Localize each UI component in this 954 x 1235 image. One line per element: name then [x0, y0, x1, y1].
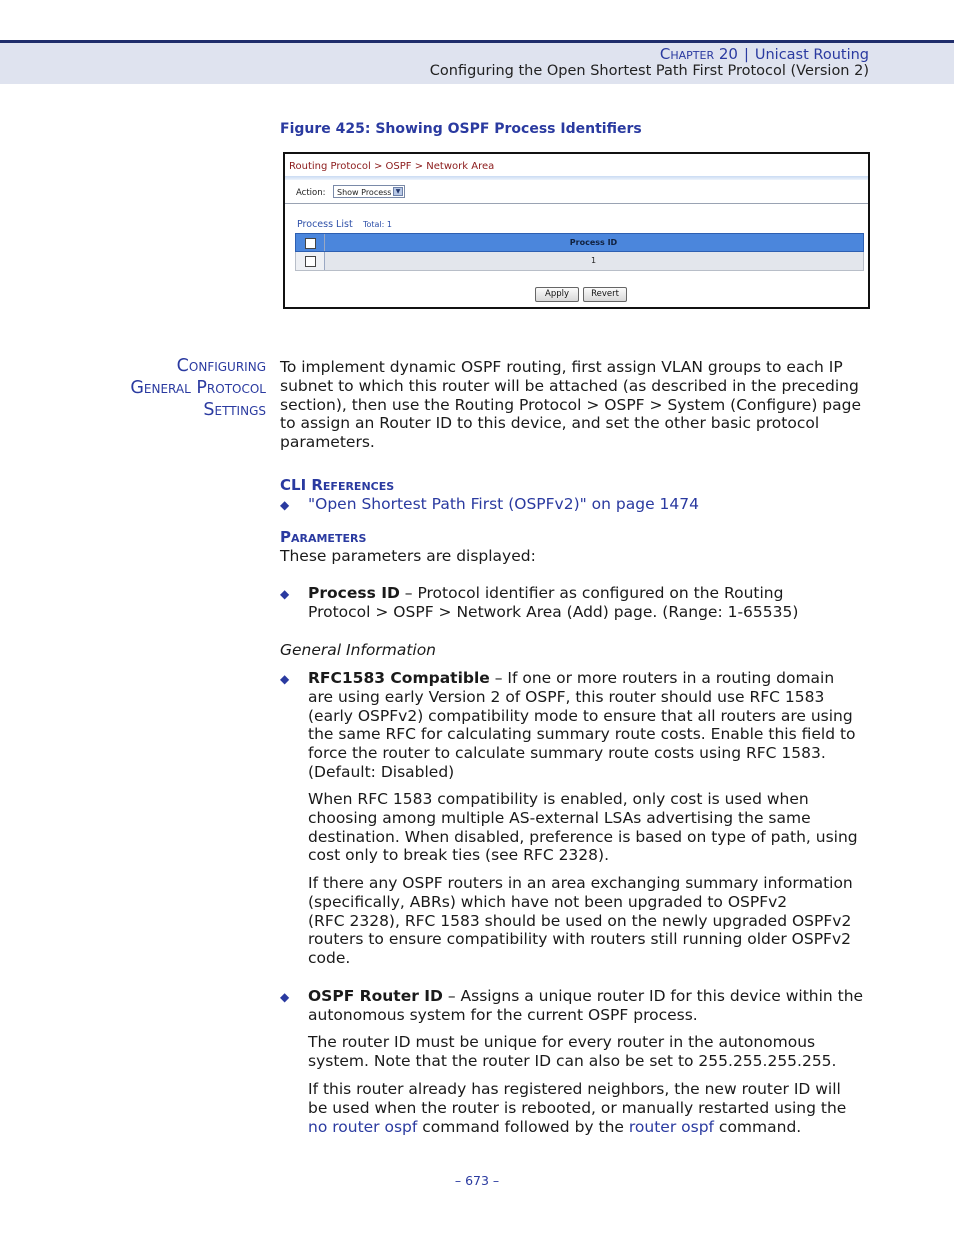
process-id-term: Process ID [308, 584, 400, 602]
diamond-bullet-icon: ◆ [280, 587, 290, 601]
router-id-item [308, 987, 863, 1025]
rfc1583-desc-line: are using early Version 2 of OSPF, this router should use RFC 1583 [308, 687, 825, 706]
process-id-desc: – Protocol identifier as configured on the Routing [399, 584, 784, 602]
paragraph-line: When RFC 1583 compatibility is enabled, only cost is used when [308, 790, 809, 808]
intro-paragraph [280, 358, 861, 452]
header-separator: | [743, 47, 749, 63]
chapter-title: Unicast Routing [754, 47, 869, 63]
action-select-value: Show Process [337, 188, 392, 197]
cli-references-heading: CLI References [280, 476, 395, 494]
revert-button[interactable]: Revert [583, 287, 627, 302]
router-ospf-link[interactable]: router ospf [628, 1117, 714, 1136]
breadcrumb-underline [285, 176, 868, 180]
rfc1583-desc-line: (early OSPFv2) compatibility mode to ensure that all routers are using [308, 706, 853, 725]
table-header-row [295, 233, 864, 252]
select-all-checkbox[interactable] [305, 238, 316, 249]
rfc1583-item [308, 669, 856, 782]
rfc1583-desc-line: the same RFC for calculating summary route costs. Enable this field to [308, 725, 856, 744]
intro-line: To implement dynamic OSPF routing, first assign VLAN groups to each IP [280, 358, 843, 376]
paragraph-line: system. Note that the router ID can also be set to 255.255.255.255. [308, 1051, 837, 1070]
paragraph-line: be used when the router is rebooted, or manually restarted using the [308, 1098, 847, 1117]
paragraph-line [308, 1118, 846, 1137]
parameters-intro: These parameters are displayed: [280, 547, 536, 565]
rfc1583-term: RFC1583 Compatible [308, 669, 490, 687]
paragraph-line: If this router already has registered neighbors, the new router ID will [308, 1080, 841, 1098]
section-heading-line-1: Configuring [176, 356, 266, 376]
section-heading-line-3: Settings [203, 400, 266, 420]
intro-line: to assign an Router ID to this device, and set the other basic protocol [280, 414, 820, 433]
action-select[interactable] [333, 185, 405, 198]
paragraph-line: (RFC 2328), RFC 1583 should be used on the newly upgraded OSPFv2 [308, 911, 852, 930]
chevron-down-icon[interactable]: ▼ [393, 187, 403, 196]
figure-caption: Figure 425: Showing OSPF Process Identifiers [280, 121, 642, 137]
chapter-label: Chapter 20 [659, 45, 738, 63]
process-id-item [308, 584, 798, 622]
divider [285, 203, 868, 204]
inline-text: command. [714, 1117, 802, 1136]
diamond-bullet-icon: ◆ [280, 672, 290, 686]
paragraph-line: cost only to break ties (see RFC 2328). [308, 846, 609, 865]
rfc1583-desc-line: force the router to calculate summary route costs using RFC 1583. [308, 744, 826, 763]
intro-line: section), then use the Routing Protocol > OSPF > System (Configure) page [280, 395, 862, 414]
parameters-heading: Parameters [280, 528, 367, 546]
paragraph-line: (specifically, ABRs) which have not been upgraded to OSPFv2 [308, 892, 788, 911]
apply-button[interactable]: Apply [535, 287, 579, 302]
row-checkbox[interactable] [305, 256, 316, 267]
paragraph-line: The router ID must be unique for every router in the autonomous [308, 1033, 816, 1051]
process-list-total: Total: 1 [363, 220, 393, 229]
diamond-bullet-icon: ◆ [280, 990, 290, 1004]
running-header-chapter [660, 45, 869, 63]
router-id-term: OSPF Router ID [308, 987, 443, 1005]
cli-reference-link[interactable]: "Open Shortest Path First (OSPFv2)" on page 1474 [308, 495, 699, 513]
rfc1583-paragraph-3 [308, 874, 853, 968]
intro-line: parameters. [280, 433, 375, 452]
row-select-cell [296, 252, 325, 270]
running-header-section: Configuring the Open Shortest Path First Protocol (Version 2) [429, 63, 869, 79]
diamond-bullet-icon: ◆ [280, 498, 290, 512]
no-router-ospf-link[interactable]: no router ospf [308, 1117, 418, 1136]
section-heading-line-2: General Protocol [130, 378, 266, 398]
router-id-desc: – Assigns a unique router ID for this device within the [442, 987, 864, 1005]
router-id-paragraph-2 [308, 1033, 836, 1071]
table-row [295, 252, 864, 271]
screenshot-breadcrumb: Routing Protocol > OSPF > Network Area [289, 161, 495, 172]
general-information-label: General Information [280, 641, 437, 659]
column-header-process-id[interactable]: Process ID [569, 238, 618, 247]
intro-line: subnet to which this router will be attached (as described in the preceding [280, 376, 859, 395]
select-all-cell [296, 234, 325, 251]
rfc1583-desc: – If one or more routers in a routing domain [489, 669, 835, 687]
router-id-paragraph-3 [308, 1080, 846, 1136]
paragraph-line: routers to ensure compatibility with routers still running older OSPFv2 [308, 930, 852, 949]
page-number: – 673 – [454, 1173, 500, 1188]
rfc1583-paragraph-2 [308, 790, 858, 865]
router-id-desc-line: autonomous system for the current OSPF process. [308, 1005, 698, 1024]
paragraph-line: choosing among multiple AS-external LSAs advertising the same [308, 808, 811, 827]
paragraph-line: destination. When disabled, preference is based on type of path, using [308, 827, 858, 846]
figure-screenshot [283, 152, 870, 309]
process-table [295, 233, 864, 271]
inline-text: command followed by the [417, 1117, 629, 1136]
process-list-label: Process List [297, 219, 353, 230]
paragraph-line: If there any OSPF routers in an area exchanging summary information [308, 874, 853, 892]
process-id-cell: 1 [590, 256, 597, 265]
process-id-desc-line: Protocol > OSPF > Network Area (Add) page. (Range: 1-65535) [308, 602, 799, 621]
paragraph-line: code. [308, 949, 351, 968]
rfc1583-desc-line: (Default: Disabled) [308, 762, 455, 781]
action-label: Action: [296, 188, 326, 198]
